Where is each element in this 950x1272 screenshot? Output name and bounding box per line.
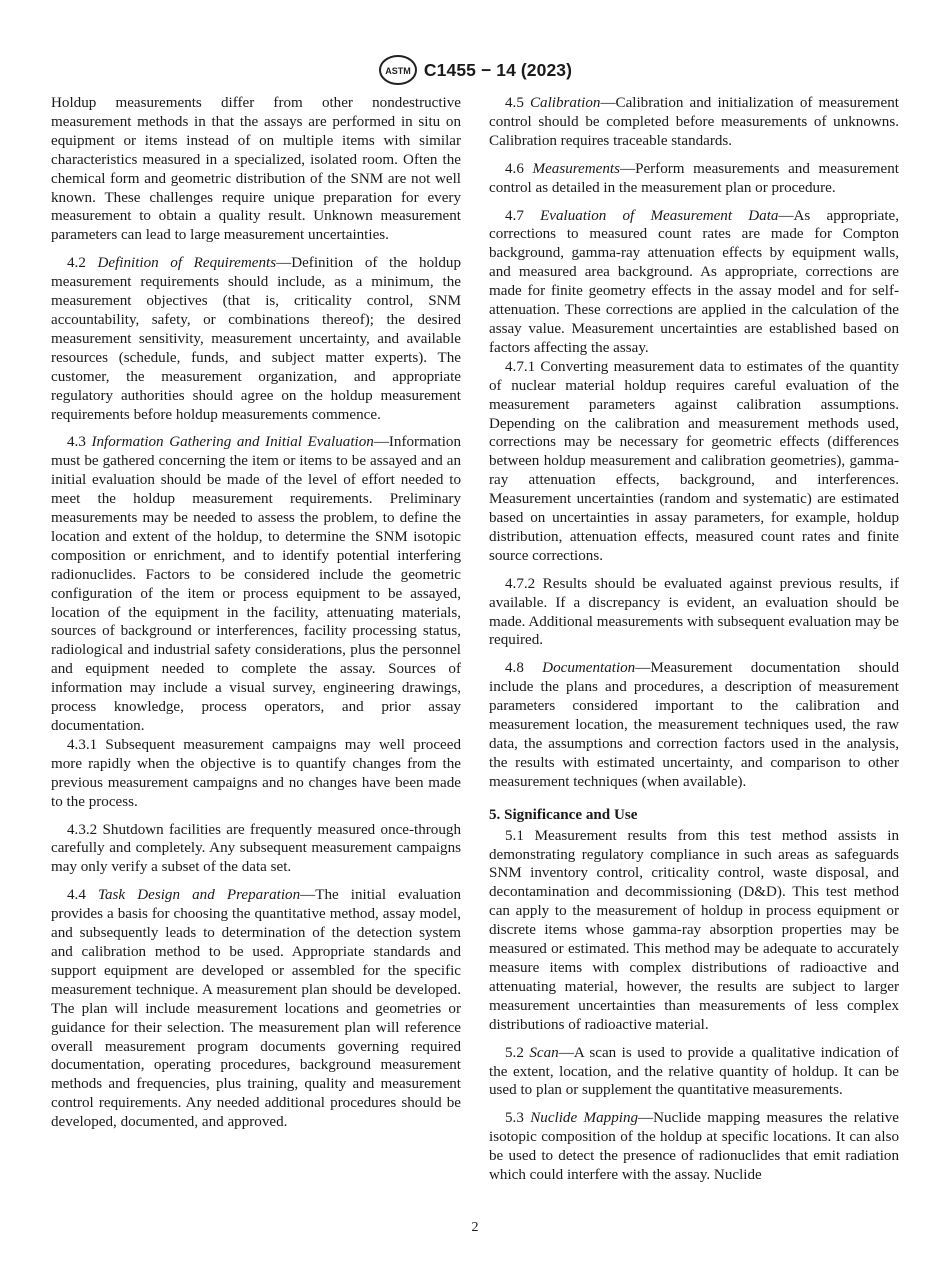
section-5-heading: 5. Significance and Use — [489, 806, 638, 823]
right-column — [489, 94, 899, 1194]
section-4-7-title: Evaluation of Measurement Data — [540, 207, 779, 224]
section-4-7: 4.7 Evaluation of Measurement Data—As appropriate, corrections to measured count rates are made for Compton background, gamma-ray attenuation effects by equipment walls, and measured area background. As appropriate, corrections are made for finite geometry effects in the assay model and for self-attenuation. These corrections are applied in the calculation of the assay value. Measurement uncertainties are established based on factors affecting the assay. — [489, 207, 900, 356]
section-4-3-2: 4.3.2 Shutdown facilities are frequently measured once-through carefully and completely. Any subsequent measurement campaigns may only verify a subset of the data set. — [51, 821, 461, 876]
page-header — [0, 54, 950, 86]
section-4-8: 4.8 Documentation—Measurement documentation should include the plans and procedures, a description of measurement parameters considered important to the calibration and measurement location, the measurement techniques used, the raw data, the assumptions and correction factors used in the analysis, the results with estimated uncertainty, and comparison to other measurement techniques (when available). — [489, 660, 899, 790]
section-5-2-title: Scan — [529, 1044, 559, 1061]
section-4-3: 4.3 Information Gathering and Initial Evaluation—Information must be gathered concerning the item or items to be assayed and an initial evaluation should be made of the level of effort needed to meet the holdup measurement requirements. Preliminary measurements may be needed to assess the problem, to define the location and extent of the holdup, to determine the SNM isotopic composition or enrichment, and to identify potential interfering radionuclides. Factors to be considered include the geometric configuration of the item or process equipment to be assayed, location of the equipment in the facility, attenuating materials, sources of background or interferences, facility processing status, radiological and industrial safety considerations, plus the personnel and equipment needed to complete the assay. Sources of information may include a visual survey, engineering drawings, process knowledge, process operators, and prior assay documentation. — [51, 434, 461, 734]
section-4-7-1: 4.7.1 Converting measurement data to estimates of the quantity of nuclear material holdup requires careful evaluation of the measurement parameters against calibration assumptions. Depending on the calibration and measurement methods used, corrections may be necessary for geometric effects (differences between holdup measurement and calibration geometries), gamma-ray attenuation effects, background, and interferences. Measurement uncertainties (random and systematic) are estimated based on uncertainties in assay parameters, for example, holdup distribution, attenuation effects, measured count rates and finite source corrections. — [489, 358, 899, 564]
astm-logo-icon — [378, 54, 418, 86]
left-column — [51, 94, 461, 1141]
section-5-3: 5.3 Nuclide Mapping—Nuclide mapping measures the relative isotopic composition of the holdup at specific locations. It can also be used to detect the presence of radionuclides that emit radiation which could interfere with the assay. Nuclide — [489, 1110, 899, 1184]
section-5-2: 5.2 Scan—A scan is used to provide a qualitative indication of the extent, location, and the relative quantity of holdup. It can be used to plan or supplement the quantitative measurements. — [489, 1044, 899, 1099]
section-4-4: 4.4 Task Design and Preparation—The initial evaluation provides a basis for choosing the quantitative method, assay model, and subsequently leads to determination of the detection system and calibration method to be used. Appropriate standards and support equipment are developed or assembled for the specific measurement technique. A measurement plan should be developed. The plan will include measurement locations and geometries or guidance for their selection. The measurement plan will reference overall measurement program documents governing required documentation, operating procedures, background measurement methods and frequencies, plus training, quality and measurement control requirements. Any needed additional procedures should be developed, documented, and approved. — [51, 887, 462, 1131]
section-4-8-title: Documentation — [542, 660, 636, 677]
document-id: C1455 − 14 (2023) — [423, 59, 573, 80]
section-4-5-title: Calibration — [529, 95, 601, 111]
section-4-5: 4.5 Calibration—Calibration and initialization of measurement control should be completed before measurements of unknowns. Calibration requires traceable standards. — [489, 95, 899, 149]
page-number: 2 — [471, 1220, 479, 1235]
section-4-6-title: Measurements — [532, 160, 620, 177]
section-4-6: 4.6 Measurements—Perform measurements and measurement control as detailed in the measurement plan or procedure. — [489, 160, 899, 196]
section-4-7-2: 4.7.2 Results should be evaluated against previous results, if available. If a discrepancy is evident, an evaluation should be made. Additional measurements with subsequent evaluation may be required. — [489, 575, 899, 649]
section-5-3-title: Nuclide Mapping — [530, 1110, 639, 1127]
section-5-1: 5.1 Measurement results from this test method assists in demonstrating regulatory compliance in such areas as safeguards SNM inventory control, criticality control, waste disposal, and decontamination and decommissioning (D&D). This test method can apply to the measurement of holdup in process equipment or discrete items whose gamma-ray absorption properties may be measured or estimated. This method may be adequate to accurately measure items with complex distributions of radioactive and attenuating material, however, the results are subject to larger measurement uncertainties than measurements of less complex distributions of radioactive material. — [489, 827, 899, 1033]
paragraph-intro: Holdup measurements differ from other nondestructive measurement methods in that the assays are performed in situ on equipment or items instead of on multiple items with similar characteristics measured in a specialized, isolated room. Often the chemical form and geometric distribution of the SNM are not well known. These challenges require unique preparation for every measurement to obtain a quality result. Unknown measurement parameters can lead to large measurement uncertainties. — [51, 95, 461, 244]
section-4-3-1: 4.3.1 Subsequent measurement campaigns may well proceed more rapidly when the objective is to quantify changes from the previous measurement campaigns and no changes have been made to the process. — [51, 736, 461, 810]
section-4-2: 4.2 Definition of Requirements—Definition of the holdup measurement requirements should include, as a minimum, the measurement objectives (that is, criticality control, SNM accountability, safety, or combinations thereof); the desired measurement sensitivity, measurement uncertainty, and available resources (schedule, funds, and subject matter experts). The customer, the measurement organization, and appropriate regulatory authorities should agree on the holdup measurement requirements before holdup measurements commence. — [51, 255, 461, 423]
section-4-2-title: Definition of Requirements — [97, 255, 277, 272]
svg-text:ASTM: ASTM — [385, 66, 411, 76]
section-4-3-title: Information Gathering and Initial Evaluation — [91, 434, 374, 451]
section-4-4-title: Task Design and Preparation — [98, 887, 301, 904]
